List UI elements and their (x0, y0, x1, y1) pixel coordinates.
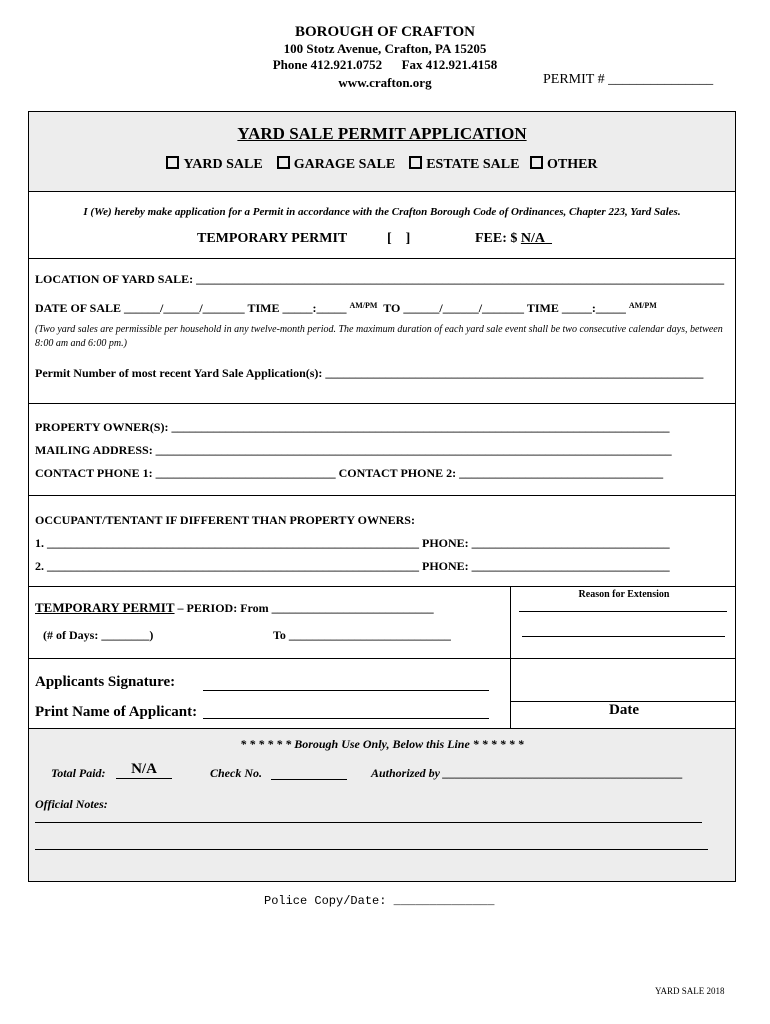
declaration-section (28, 191, 736, 259)
reason-line-2[interactable] (522, 636, 725, 637)
reason-line-1[interactable] (519, 611, 727, 612)
declaration-text: I (We) hereby make application for a Permit in accordance with the Crafton Borough Code of Ordinances, Chapter 223, Yard Sales. (83, 206, 681, 218)
total-paid-value[interactable]: N/A (116, 761, 172, 779)
occupant-row-2[interactable]: 2. ______________________________________________________________ PHONE: _________________________________ (35, 559, 670, 573)
title-section (28, 111, 736, 192)
org-address: 100 Stotz Avenue, Crafton, PA 15205 (283, 41, 487, 56)
period-from-field[interactable]: TEMPORARY PERMIT – PERIOD: From ___________________________ (35, 600, 434, 615)
checkbox-icon[interactable] (530, 156, 543, 169)
org-phone: Phone 412.921.0752 (272, 57, 383, 72)
fee-label: FEE: $ (475, 231, 518, 246)
temporary-permit-checkbox[interactable]: [ ] (387, 231, 411, 246)
checkbox-icon[interactable] (277, 156, 290, 169)
footer-label: YARD SALE 2018 (655, 986, 725, 996)
duration-note: (Two yard sales are permissible per household in any twelve-month period. The maximum duration of each yard sale event shall be two consecutive calendar days, between 8:00 am and 6:00 pm.) (35, 324, 723, 349)
print-name-label: Print Name of Applicant: (35, 704, 198, 720)
mailing-address-field[interactable]: MAILING ADDRESS: ______________________________________________________________________________________ (35, 443, 672, 457)
contact-phone-field[interactable]: CONTACT PHONE 1: ______________________________ CONTACT PHONE 2: __________________________________ (35, 466, 664, 480)
option-garage-sale[interactable]: GARAGE SALE (277, 157, 396, 172)
notes-line-1[interactable] (35, 822, 702, 823)
location-field[interactable]: LOCATION OF YARD SALE: ________________________________________________________________________________________ (35, 272, 725, 286)
period-label: TEMPORARY PERMIT (35, 600, 175, 615)
signature-line[interactable] (203, 690, 489, 691)
print-name-line[interactable] (203, 718, 489, 719)
recent-permit-field[interactable]: Permit Number of most recent Yard Sale Application(s): _______________________________________________________________ (35, 366, 704, 380)
authorized-by-field[interactable]: Authorized by ________________________________________ (371, 766, 684, 780)
signature-label: Applicants Signature: (35, 674, 176, 690)
checkbox-icon[interactable] (166, 156, 179, 169)
official-notes-label: Official Notes: (35, 797, 108, 811)
ampm-marker: AM/PM (349, 301, 378, 310)
signature-section (28, 658, 736, 729)
fee-field (475, 231, 552, 247)
office-use-section (28, 728, 736, 882)
option-other[interactable]: OTHER (530, 157, 598, 172)
occupant-title: OCCUPANT/TENTANT IF DIFFERENT THAN PROPERTY OWNERS: (35, 513, 415, 527)
date-label: Date (609, 702, 639, 718)
days-field[interactable]: (# of Days: ________) (43, 628, 154, 642)
org-fax: Fax 412.921.4158 (401, 57, 498, 72)
org-website: www.crafton.org (338, 75, 432, 90)
option-estate-sale[interactable]: ESTATE SALE (409, 157, 519, 172)
check-number-line[interactable] (271, 779, 347, 780)
check-number-label: Check No. (210, 766, 262, 780)
office-use-header: * * * * * * Borough Use Only, Below this Line * * * * * * (240, 737, 524, 751)
period-to-field[interactable]: To ___________________________ (273, 628, 451, 642)
fee-value: N/A (520, 231, 546, 246)
option-yard-sale[interactable]: YARD SALE (166, 157, 262, 172)
total-paid-label: Total Paid: (51, 766, 106, 780)
sale-details-section (28, 258, 736, 404)
sale-type-options (29, 156, 735, 173)
permit-number[interactable]: PERMIT # _______________ (543, 72, 714, 87)
occupant-section (28, 495, 736, 587)
temporary-permit-label: TEMPORARY PERMIT (197, 231, 348, 246)
owner-section (28, 403, 736, 496)
notes-line-2[interactable] (35, 849, 708, 850)
property-owner-field[interactable]: PROPERTY OWNER(S): ___________________________________________________________________________________ (35, 420, 670, 434)
org-name: BOROUGH OF CRAFTON (294, 24, 475, 40)
org-contact (0, 57, 770, 73)
reason-extension-label: Reason for Extension (578, 589, 670, 600)
police-copy-field[interactable]: Police Copy/Date: ______________ (264, 894, 495, 908)
date-time-field[interactable]: DATE OF SALE ______/______/_______ TIME _____:_____ $^{AM/PM}$ TO ______/______/_______ TIME _____:_____ $^{AM/PM}$ (35, 301, 657, 315)
form-title: YARD SALE PERMIT APPLICATION (237, 124, 527, 143)
checkbox-icon[interactable] (409, 156, 422, 169)
ampm-marker: AM/PM (628, 301, 657, 310)
period-section (28, 586, 736, 659)
occupant-row-1[interactable]: 1. ______________________________________________________________ PHONE: _________________________________ (35, 536, 670, 550)
